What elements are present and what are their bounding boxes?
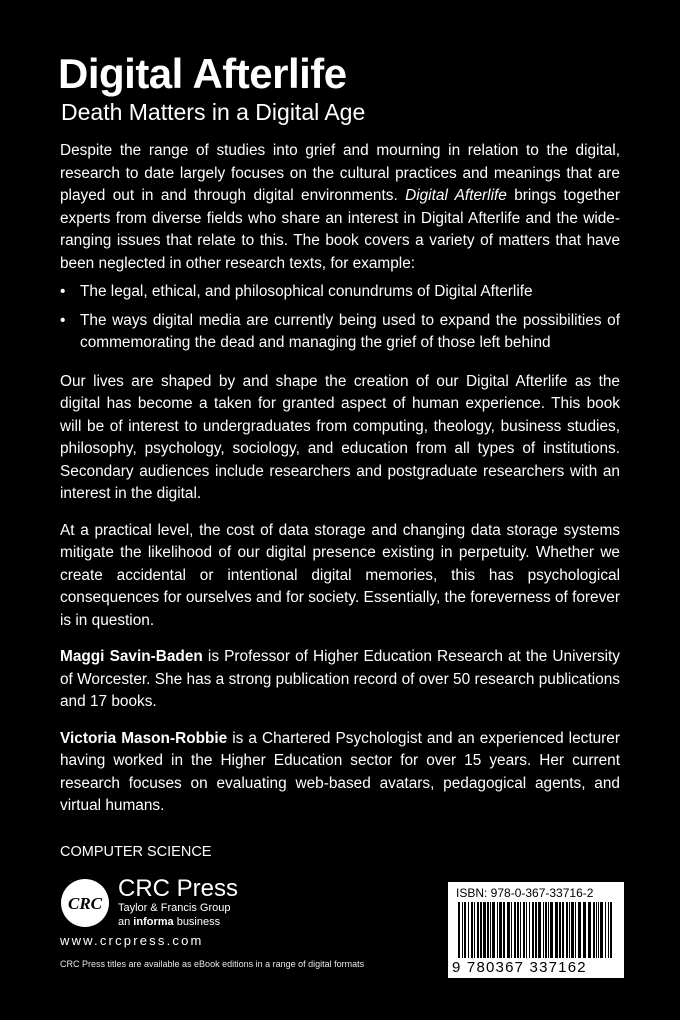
barcode-bar [511,902,512,958]
barcode-bar [555,902,558,958]
barcode-bar [490,902,491,958]
subject-category: COMPUTER SCIENCE [60,844,212,860]
barcode-bar [507,902,510,958]
business-suffix: business [173,916,221,928]
barcode-bar [483,902,486,958]
ebook-note: CRC Press titles are available as eBook editions in a range of digital formats [60,959,365,969]
barcode-bar [559,902,561,958]
barcode-bar [499,902,502,958]
barcode-bar [575,902,576,958]
barcode-digits: 9 780367 337162 [452,959,587,976]
barcode-bar [474,902,475,958]
barcode-bar [571,902,574,958]
bullet-list [60,281,620,355]
bullet-dot-icon: • [60,283,66,300]
bullet-text: The ways digital media are currently being used to expand the possibilities of commemorating the dead and managing the grief of those left behind [80,311,620,351]
book-title: Digital Afterlife [58,50,347,97]
barcode-bar [610,902,612,958]
barcode-bar [578,902,581,958]
barcode-bar [464,902,466,958]
barcode-bar [535,902,537,958]
barcode-bar [596,902,597,958]
barcode-bar [593,902,595,958]
publisher-website: www.crcpress.com [60,933,204,948]
publisher-name: CRC Press [118,875,239,902]
publisher-group: Taylor & Francis Group [118,902,231,914]
barcode-bar [520,902,521,958]
barcode-bar [532,902,534,958]
barcode-bar [583,902,586,958]
barcode-bar [543,902,544,958]
barcode-bar [487,902,489,958]
business-bold: informa [133,916,174,928]
blurb [60,140,620,832]
barcode-bar [468,902,469,958]
barcode-bar [538,902,541,958]
isbn-label: ISBN: 978-0-367-33716-2 [456,886,594,900]
blurb-paragraph-3: At a practical level, the cost of data storage and changing data storage systems mitigate the likelihood of our digital presence existing in perpetuity. Whether we create accidental or intentional digital memories, this has psychological consequences for ourselves and for society. Essentially, the foreverness of forever is in question. [60,521,620,629]
barcode-bar [526,902,527,958]
author-bio-2 [60,728,620,818]
barcode-bar [523,902,525,958]
barcode-icon [456,902,616,958]
barcode-panel [448,882,624,978]
author-bio-text-2: is a Chartered Psychologist and an experienced lecturer having worked in the Higher Education sector for over 15 years. Her current research focuses on evaluating web-based avatars, pedagogical agents, and virtual humans. [60,729,620,814]
barcode-bar [600,902,603,958]
barcode-bar [548,902,549,958]
barcode-bar [480,902,482,958]
author-bio-1 [60,646,620,714]
barcode-bar [514,902,516,958]
barcode-bar [471,902,473,958]
blurb-p1-italic-title: Digital Afterlife [405,187,507,204]
book-subtitle: Death Matters in a Digital Age [61,99,366,125]
blurb-p1-text-a: Despite the range of studies into grief and mourning in relation to the digital, research to date largely focuses on the cultural practices and meanings that are played out in and through digital environments. [60,142,620,204]
barcode-bar [605,902,606,958]
author-name-2: Victoria Mason-Robbie [60,729,228,747]
bullet-item [60,310,620,355]
blurb-paragraph-2: Our lives are shaped by and shape the creation of our Digital Afterlife as the digital has become a taken for granted aspect of human experience. This book will be of interest to undergraduates from computing, theology, business studies, philosophy, psychology, sociology, and education from all types of institutions. Secondary audiences include researchers and postgraduate researchers with an interest in the digital. [60,372,620,502]
barcode-bar [545,902,547,958]
author-bio-text-1: is Professor of Higher Education Research at the University of Worcester. She has a strong publication record of over 50 research publications and 17 books. [60,648,620,710]
bullet-text: The legal, ethical, and philosophical conundrums of Digital Afterlife [80,283,533,300]
crc-logo-icon [60,878,110,928]
blurb-p1-text-b: brings together experts from diverse fields who share an interest in Digital Afterlife and the wide-ranging issues that relate to this. The book covers a variety of matters that have been neglected in other research texts, for example: [60,187,620,272]
barcode-bar [517,902,519,958]
barcode-bar [492,902,495,958]
barcode-bar [458,902,460,958]
blurb-paragraph-1 [60,140,620,275]
bullet-dot-icon: • [60,311,66,329]
barcode-bar [569,902,570,958]
publisher-business [118,916,220,929]
barcode-bar [588,902,591,958]
author-name-1: Maggi Savin-Baden [60,648,203,665]
barcode-bar [598,902,599,958]
barcode-bar [566,902,568,958]
bullet-item [60,281,620,304]
barcode-bar [497,902,498,958]
barcode-bar [503,902,505,958]
business-prefix: an [118,916,134,928]
barcode-bar [550,902,553,958]
barcode-bar [608,902,609,958]
barcode-bar [477,902,479,958]
barcode-bar [562,902,564,958]
barcode-bar [529,902,530,958]
barcode-bar [462,902,463,958]
crc-logo-text: CRC [67,894,103,913]
